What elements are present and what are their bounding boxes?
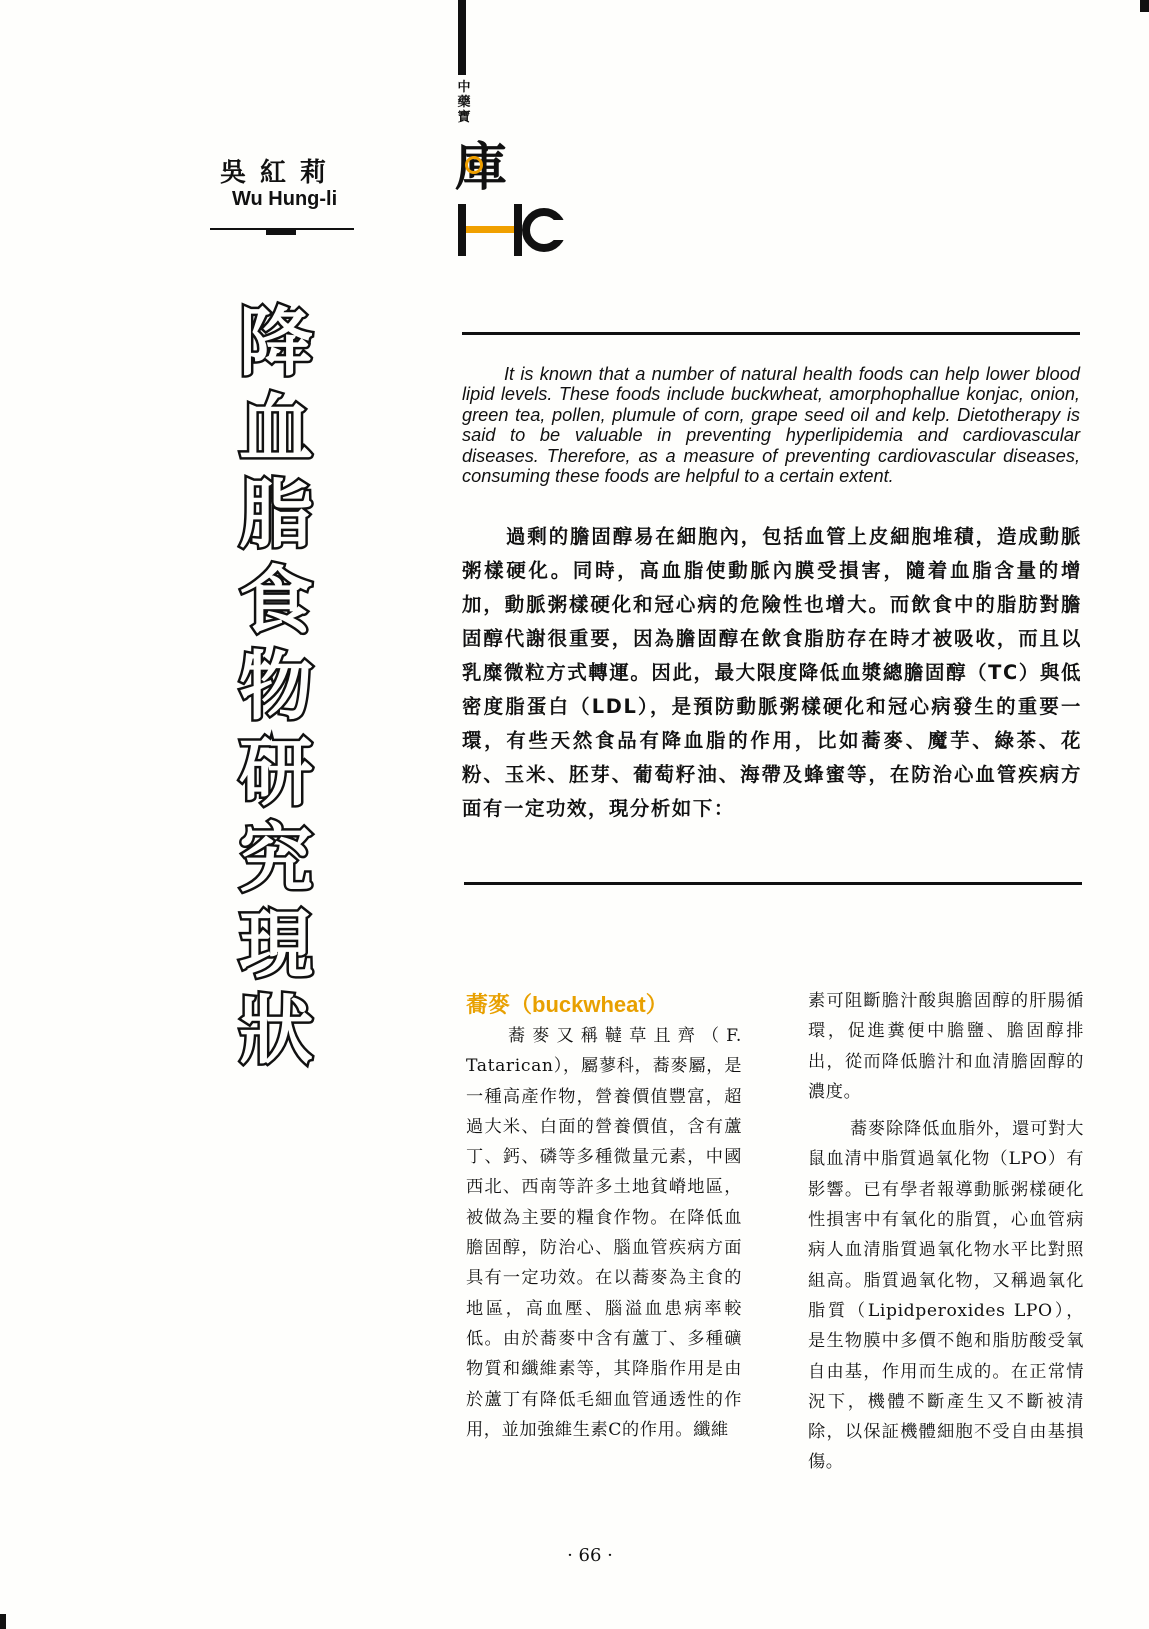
title-char: 現	[239, 902, 313, 988]
chinese-introduction: 過剩的膽固醇易在細胞內，包括血管上皮細胞堆積，造成動脈粥樣硬化。同時，高血脂使動脈內膜受損害，隨着血脂含量的增加，動脈粥樣硬化和冠心病的危險性也增大。而飲食中的脂肪對膽固醇代謝很重要，因為膽固醇在飲食脂肪存在時才被吸收，而且以乳糜微粒方式轉運。因此，最大限度降低血漿總膽固醇（TC）與低密度脂蛋白（LDL），是預防動脈粥樣硬化和冠心病發生的重要一環，有些天然食品有降血脂的作用，比如蕎麥、魔芋、綠茶、花粉、玉米、胚芽、葡萄籽油、海帶及蜂蜜等，在防治心血管疾病方面有一定功效，現分析如下：	[462, 525, 1082, 820]
hc-logo-icon	[458, 200, 578, 260]
column-name-char: 中	[457, 80, 471, 95]
title-char: 研	[239, 730, 313, 816]
body-column-right	[808, 986, 1084, 1478]
body-paragraph: 蕎麥除降低血脂外，還可對大鼠血清中脂質過氧化物（LPO）有影響。已有學者報導動脈粥樣硬化性損害中有氧化的脂質，心血管病病人血清脂質過氧化物水平比對照組高。脂質過氧化物，又稱過氧化脂質（Lipidperoxides LPO），是生物膜中多價不飽和脂肪酸受氧自由基，作用而生成的。在正常情況下，機體不斷產生又不斷被清除，以保証機體細胞不受自由基損傷。	[808, 1119, 1084, 1473]
section-heading: 蕎麥（buckwheat）	[466, 992, 668, 1017]
author-name-english: Wu Hung-li	[232, 188, 338, 210]
english-abstract: It is known that a number of natural health foods can help lower blood lipid levels. These foods include buckwheat, amorphophallue konjac, onion, green tea, pollen, plumule of corn, grape seed oil and kelp. Dietotherapy is said to be valuable in preventing hyperlipidemia and cardiovascular diseases. Therefore, as a measure of preventing cardiovascular diseases, consuming these foods are helpful to a certain extent.	[462, 364, 1080, 487]
title-char: 血	[239, 386, 313, 472]
author-name-chinese: 吳紅莉	[220, 158, 341, 188]
section-divider	[464, 882, 1082, 885]
title-char: 狀	[239, 988, 313, 1074]
top-divider	[462, 332, 1080, 335]
article-title	[228, 300, 324, 1074]
body-column-left	[466, 1021, 742, 1445]
column-logo-glyph: 庫	[455, 137, 508, 198]
title-char: 降	[239, 300, 313, 386]
body-paragraph: 素可阻斷膽汁酸與膽固醇的肝腸循環，促進糞便中膽鹽、膽固醇排出，從而降低膽汁和血清膽固醇的濃度。	[808, 991, 1084, 1102]
title-char: 究	[239, 816, 313, 902]
title-char: 脂	[239, 472, 313, 558]
column-name	[455, 80, 473, 125]
logo-accent-ring	[465, 156, 483, 174]
column-logo-char	[455, 137, 508, 198]
column-header-bar	[458, 0, 466, 75]
scan-mark-bottom-left	[0, 1614, 6, 1629]
column-name-char: 寶	[457, 110, 471, 125]
author-divider-tick	[266, 230, 296, 235]
body-paragraph: 蕎麥又稱韃草且齊（F. Tatarican），屬蓼科，蕎麥屬，是一種高產作物，營養價值豐富，超過大米、白面的營養價值，含有蘆丁、鈣、磷等多種微量元素，中國西北、西南等許多土地貧嵴地區，被做為主要的糧食作物。在降低血膽固醇，防治心、腦血管疾病方面具有一定功效。在以蕎麥為主食的地區，高血壓、腦溢血患病率較低。由於蕎麥中含有蘆丁、多種礦物質和纖維素等，其降脂作用是由於蘆丁有降低毛細血管通透性的作用，並加強維生素C的作用。纖維	[466, 1026, 742, 1440]
column-name-char: 藥	[457, 95, 471, 110]
scan-mark-top-right	[1140, 0, 1149, 12]
title-char: 食	[239, 558, 313, 644]
page-number: · 66 ·	[567, 1545, 613, 1566]
title-char: 物	[239, 644, 313, 730]
